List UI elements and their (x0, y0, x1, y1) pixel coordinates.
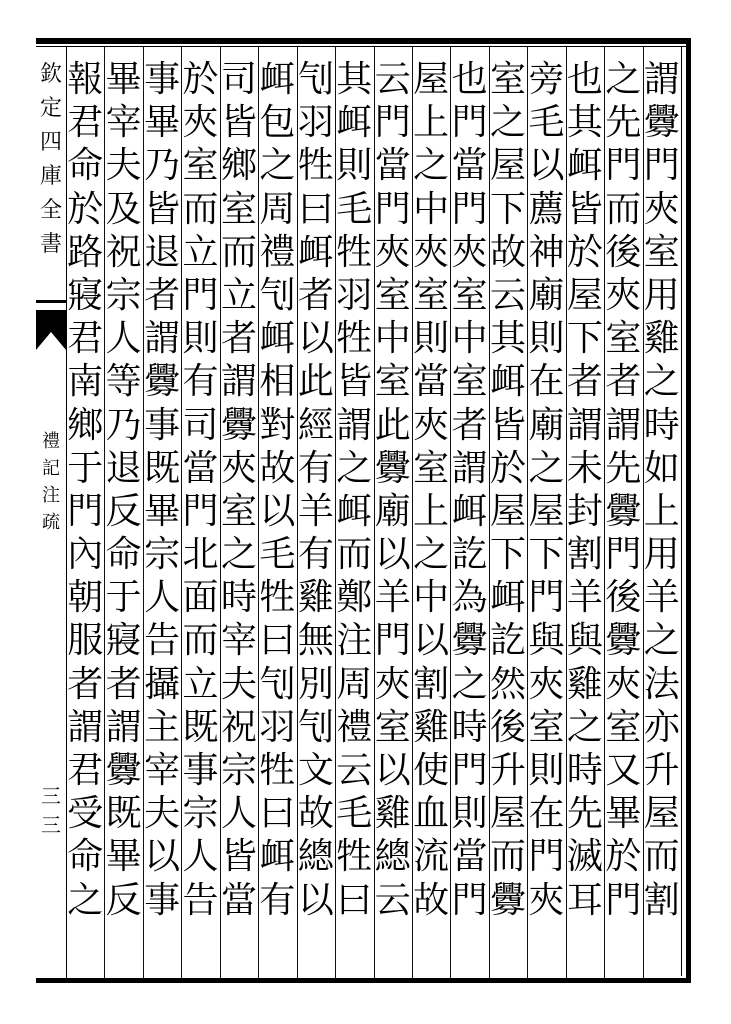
text-column: 云 門 當 門 夾 室 中 室 此 釁 廟 以 羊 門 夾 室 以 雞 總 云 (374, 59, 411, 921)
column-rule (374, 46, 375, 978)
top-border (36, 38, 691, 44)
column-rule (566, 46, 567, 978)
right-border (686, 38, 691, 983)
column-rule (104, 46, 105, 978)
column-rule (527, 46, 528, 978)
column-rule (412, 46, 413, 978)
text-column: 室 之 屋 下 故 云 其 衈 皆 於 屋 下 衈 訖 然 後 升 屋 而 釁 (490, 59, 527, 921)
text-column: 事 畢 乃 皆 退 者 謂 釁 事 既 畢 宗 人 告 攝 主 宰 夫 以 事 (144, 59, 181, 921)
spine-bar (36, 300, 66, 303)
column-rule (258, 46, 259, 978)
column-rule (643, 46, 644, 978)
text-column: 之 先 門 而 後 夾 室 者 謂 先 釁 門 後 釁 夾 室 又 畢 於 門 (605, 59, 642, 921)
column-rule (181, 46, 182, 978)
text-column: 也 門 當 門 夾 室 中 室 者 謂 衈 訖 為 釁 之 時 門 則 當 門 (451, 59, 488, 921)
top-border-inner (36, 46, 691, 47)
column-rule (335, 46, 336, 978)
column-rule (143, 46, 144, 978)
column-rule (489, 46, 490, 978)
text-column: 衈 包 之 周 禮 刏 衈 相 對 故 以 毛 牲 曰 刏 羽 牲 曰 衈 有 (259, 59, 296, 921)
text-column: 謂 釁 門 夾 室 用 雞 之 時 如 上 用 羊 之 法 亦 升 屋 而 割 (643, 59, 680, 921)
spine-book-title: 欽 定 四 庫 全 書 (39, 62, 62, 257)
column-rule (220, 46, 221, 978)
text-column: 刏 羽 牲 曰 衈 者 以 此 經 有 羊 有 雞 無 別 刏 文 故 總 以 (297, 59, 334, 921)
text-column: 司 皆 鄉 室 而 立 者 謂 釁 夾 室 之 時 宰 夫 祝 宗 人 皆 當 (220, 59, 257, 921)
text-column: 旁 毛 以 薦 神 廟 則 在 廟 之 屋 下 門 與 夾 室 則 在 門 夾 (528, 59, 565, 921)
bottom-border (36, 978, 691, 983)
column-rule (604, 46, 605, 978)
text-column: 畢 宰 夫 及 祝 宗 人 等 乃 退 反 命 于 寢 者 謂 釁 既 畢 反 (105, 59, 142, 921)
text-column: 其 衈 則 毛 牲 羽 牲 皆 謂 之 衈 而 鄭 注 周 禮 云 毛 牲 曰 (336, 59, 373, 921)
text-column: 也 其 衈 皆 於 屋 下 者 謂 未 封 割 羊 與 雞 之 時 先 滅 耳 (566, 59, 603, 921)
column-rule (450, 46, 451, 978)
column-rule (297, 46, 298, 978)
spine-page-number: 三三 (41, 784, 61, 837)
text-column: 報 君 命 於 路 寢 君 南 鄉 于 門 內 朝 服 者 謂 君 受 命 之 (67, 59, 104, 921)
text-column: 於 夾 室 而 立 門 則 有 司 當 門 北 面 而 立 既 事 宗 人 告 (182, 59, 219, 921)
spine-section-title: 禮 記 注 疏 (42, 431, 60, 533)
fishtail-mark (36, 310, 66, 350)
text-column: 屋 上 之 中 夾 室 則 當 夾 室 上 之 中 以 割 雞 使 血 流 故 (413, 59, 450, 921)
